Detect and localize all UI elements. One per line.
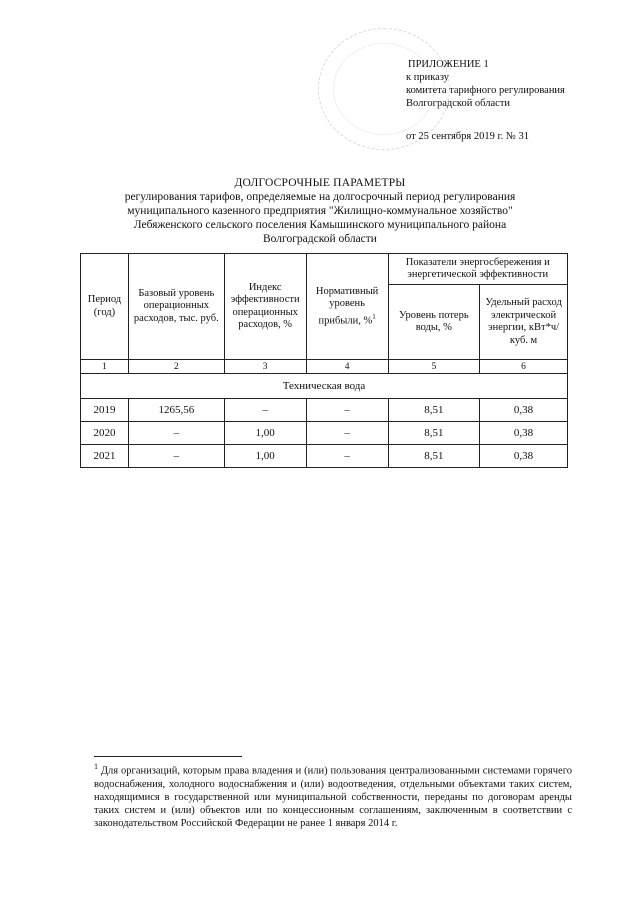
footnote-divider [94, 756, 242, 757]
column-number: 6 [480, 360, 568, 374]
column-number: 3 [224, 360, 306, 374]
heading-line-3: Лебяженского сельского поселения Камышинского муниципального района [133, 219, 507, 231]
cell-efficiency-index: – [224, 399, 306, 422]
cell-period: 2020 [81, 422, 129, 445]
cell-specific-energy: 0,38 [480, 399, 568, 422]
cell-profit-level: – [306, 399, 388, 422]
document-title: ДОЛГОСРОЧНЫЕ ПАРАМЕТРЫ [234, 177, 406, 189]
section-row [81, 374, 568, 399]
heading-line-2: муниципального казенного предприятия "Жилищно-коммунальное хозяйство" [127, 205, 513, 217]
header-base-opex: Базовый уровень операционных расходов, тыс. руб. [128, 254, 224, 360]
footnote [94, 760, 572, 830]
cell-base-opex: – [128, 445, 224, 468]
heading-line-1: регулирования тарифов, определяемые на долгосрочный период регулирования [124, 191, 516, 203]
footnote-text: Для организаций, которым права владения и (или) пользования централизованными системами горячего водоснабжения, холодного водоснабжения и (или) водоотведения, отдельными объектами таких систем, находящимися в государственной или муниципальной собственности, переданы по договорам аренды таких систем и (или) объектов или по концессионным соглашениям, заключенным в соответствии с законодательством Российской Федерации не ранее 1 января 2014 г. [94, 765, 572, 829]
parameters-table [80, 253, 568, 468]
header-energy-group: Показатели энергосбережения и энергетической эффективности [388, 254, 567, 285]
section-technical-water: Техническая вода [81, 374, 568, 399]
appendix-date: от 25 сентября 2019 г. № 31 [406, 131, 529, 142]
document-heading [70, 176, 570, 246]
cell-base-opex: – [128, 422, 224, 445]
cell-efficiency-index: 1,00 [224, 445, 306, 468]
heading-line-4: Волгоградской области [263, 233, 377, 245]
header-profit-text: Нормативный уровень прибыли, % [315, 285, 379, 326]
appendix-line-region: Волгоградской области [406, 98, 511, 109]
cell-efficiency-index: 1,00 [224, 422, 306, 445]
column-number: 2 [128, 360, 224, 374]
header-efficiency-index: Индекс эффективности операционных расходов, % [224, 254, 306, 360]
column-number: 1 [81, 360, 129, 374]
table-row [81, 422, 568, 445]
appendix-block [406, 58, 626, 143]
cell-specific-energy: 0,38 [480, 445, 568, 468]
cell-period: 2021 [81, 445, 129, 468]
column-number: 4 [306, 360, 388, 374]
appendix-line-order: к приказу [406, 72, 449, 83]
header-water-loss: Уровень потерь воды, % [388, 285, 480, 360]
footnote-mark: 1 [94, 762, 98, 771]
table-row [81, 399, 568, 422]
header-period: Период (год) [81, 254, 129, 360]
header-profit-level [306, 254, 388, 360]
table-row [81, 445, 568, 468]
cell-water-loss: 8,51 [388, 445, 480, 468]
appendix-title: ПРИЛОЖЕНИЕ 1 [408, 59, 489, 70]
cell-profit-level: – [306, 445, 388, 468]
cell-water-loss: 8,51 [388, 399, 480, 422]
cell-profit-level: – [306, 422, 388, 445]
header-specific-energy: Удельный расход электрической энергии, кВт*ч/ куб. м [480, 285, 568, 360]
cell-base-opex: 1265,56 [128, 399, 224, 422]
cell-specific-energy: 0,38 [480, 422, 568, 445]
header-profit-footnote-mark: 1 [372, 312, 376, 321]
column-number: 5 [388, 360, 480, 374]
cell-period: 2019 [81, 399, 129, 422]
cell-water-loss: 8,51 [388, 422, 480, 445]
appendix-line-committee: комитета тарифного регулирования [406, 85, 565, 96]
column-number-row [81, 360, 568, 374]
